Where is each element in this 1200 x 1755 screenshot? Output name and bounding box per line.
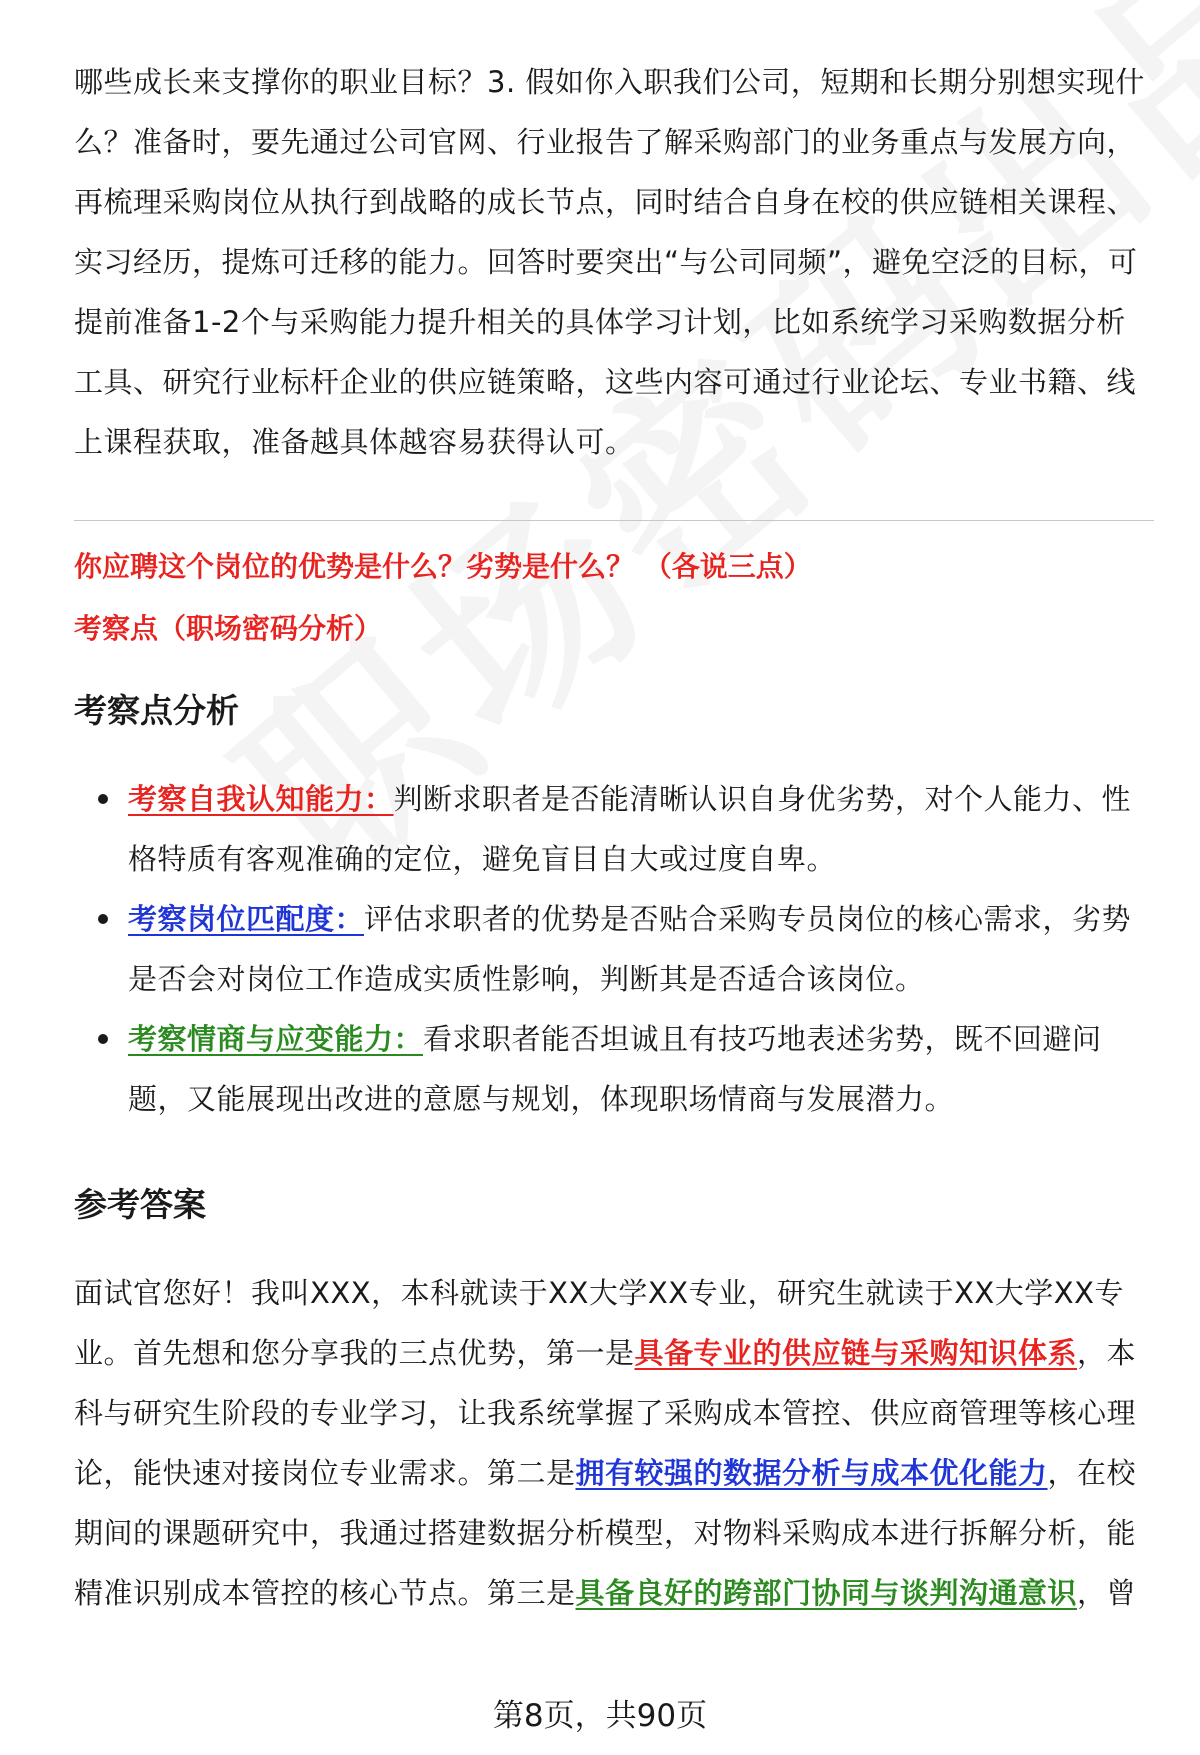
answer-text: ，本科与研究生阶段的专业学习，让我系统掌握了采购成本管控、供应商管理等核心理论，能快速对接岗位专业需求。第二是 xyxy=(74,1336,1137,1490)
section-divider xyxy=(74,520,1154,521)
bullet-icon xyxy=(98,1034,108,1044)
intro-paragraph: 哪些成长来支撑你的职业目标？3. 假如你入职我们公司，短期和长期分别想实现什么？准备时，要先通过公司官网、行业报告了解采购部门的业务重点与发展方向，再梳理采购岗位从执行到战略的成长节点，同时结合自身在校的供应链相关课程、实习经历，提炼可迁移的能力。回答时要突出“与公司同频”，避免空泛的目标，可提前准备1-2个与采购能力提升相关的具体学习计划，比如系统学习采购数据分析工具、研究行业标杆企业的供应链策略，这些内容可通过行业论坛、专业书籍、线上课程获取，准备越具体越容易获得认可。 xyxy=(74,65,1145,459)
question-title: 你应聘这个岗位的优势是什么？劣势是什么？ （各说三点） xyxy=(74,550,812,583)
answer-text: 面试官您好！我叫XXX，本科就读于XX大学XX专业，研究生就读于XX大学XX专业。首先想和您分享我的三点优势，第一是 xyxy=(74,1276,1125,1370)
document-page xyxy=(74,52,1154,1623)
answer-heading: 参考答案 xyxy=(74,1185,206,1224)
analysis-list xyxy=(74,769,1154,1129)
question-subtitle: 考察点（职场密码分析） xyxy=(74,612,383,645)
answer-text: ，曾 xyxy=(1077,1576,1137,1610)
page-number: 第8页，共90页 xyxy=(492,1698,708,1734)
analysis-keyword: 考察岗位匹配度： xyxy=(128,902,365,936)
analysis-item-job-fit xyxy=(74,889,1154,1009)
answer-text: ，在校期间的课题研究中，我通过搭建数据分析模型，对物料采购成本进行拆解分析，能精准识别成本管控的核心节点。第三是 xyxy=(74,1456,1137,1610)
analysis-keyword: 考察自我认知能力： xyxy=(128,782,394,816)
analysis-keyword: 考察情商与应变能力： xyxy=(128,1022,424,1056)
analysis-text: 判断求职者是否能清晰认识自身优劣势，对个人能力、性格特质有客观准确的定位，避免盲目自大或过度自卑。 xyxy=(128,782,1132,876)
answer-highlight-3: 具备良好的跨部门协同与谈判沟通意识 xyxy=(575,1576,1078,1610)
analysis-heading: 考察点分析 xyxy=(74,691,239,730)
answer-paragraph xyxy=(74,1263,1154,1623)
analysis-item-self-awareness xyxy=(74,769,1154,889)
analysis-text: 看求职者能否坦诚且有技巧地表述劣势，既不回避问题，又能展现出改进的意愿与规划，体现职场情商与发展潜力。 xyxy=(128,1022,1102,1116)
bullet-icon xyxy=(98,794,108,804)
answer-highlight-1: 具备专业的供应链与采购知识体系 xyxy=(634,1336,1078,1370)
analysis-text: 评估求职者的优势是否贴合采购专员岗位的核心需求，劣势是否会对岗位工作造成实质性影响，判断其是否适合该岗位。 xyxy=(128,902,1132,996)
bullet-icon xyxy=(98,914,108,924)
answer-highlight-2: 拥有较强的数据分析与成本优化能力 xyxy=(575,1456,1048,1490)
analysis-item-eq xyxy=(74,1009,1154,1129)
